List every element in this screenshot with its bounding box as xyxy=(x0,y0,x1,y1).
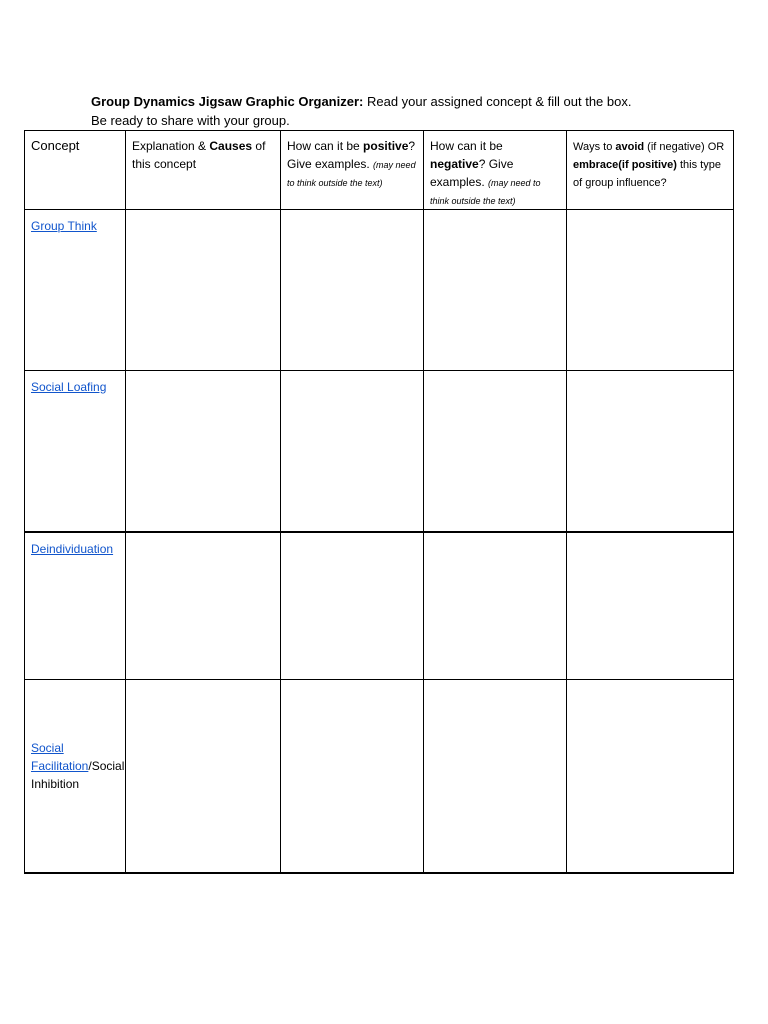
concept-link-social-facilitation[interactable]: Social Facilitation xyxy=(31,740,89,773)
answer-cell-ways[interactable] xyxy=(567,371,734,532)
concept-link-social-loafing[interactable]: Social Loafing xyxy=(31,380,107,394)
answer-cell-ways[interactable] xyxy=(567,532,734,680)
answer-cell-negative[interactable] xyxy=(424,680,567,873)
table-row xyxy=(25,680,734,873)
concept-link-deindividuation[interactable]: Deindividuation xyxy=(31,541,114,556)
answer-cell-explanation[interactable] xyxy=(126,371,281,532)
answer-cell-negative[interactable] xyxy=(424,532,567,680)
answer-cell-ways[interactable] xyxy=(567,680,734,873)
header-concept xyxy=(25,131,126,210)
answer-cell-negative[interactable] xyxy=(424,371,567,532)
concept-suffix-social-inhibition: /Social Inhibition xyxy=(31,758,125,791)
table-row xyxy=(25,210,734,371)
graphic-organizer-table xyxy=(24,130,734,874)
answer-cell-ways[interactable] xyxy=(567,210,734,371)
header-concept-label: Concept xyxy=(31,138,80,153)
answer-cell-explanation[interactable] xyxy=(126,210,281,371)
concept-link-group-think[interactable]: Group Think xyxy=(31,219,97,233)
table-row xyxy=(25,371,734,532)
answer-cell-explanation[interactable] xyxy=(126,532,281,680)
answer-cell-positive[interactable] xyxy=(281,210,424,371)
concept-cell xyxy=(25,210,126,371)
concept-cell-content xyxy=(31,739,125,793)
concept-cell xyxy=(25,680,126,873)
concept-cell xyxy=(25,532,126,680)
answer-cell-explanation[interactable] xyxy=(126,680,281,873)
answer-cell-positive[interactable] xyxy=(281,680,424,873)
table-header-row xyxy=(25,131,734,210)
header-explanation: Explanation & Causes of this concept xyxy=(126,131,281,210)
header-positive: How can it be positive? Give examples. (may need to think outside the text) xyxy=(281,131,424,210)
concept-cell xyxy=(25,371,126,532)
page-title-bold: Group Dynamics Jigsaw Graphic Organizer: xyxy=(91,94,364,109)
answer-cell-positive[interactable] xyxy=(281,532,424,680)
answer-cell-negative[interactable] xyxy=(424,210,567,371)
header-negative: How can it be negative? Give examples. (may need to think outside the text) xyxy=(424,131,567,210)
header-ways: Ways to avoid (if negative) OR embrace(if positive) this type of group influence? xyxy=(567,131,734,210)
page-subtitle: Be ready to share with your group. xyxy=(91,113,290,128)
page-title xyxy=(91,92,751,111)
answer-cell-positive[interactable] xyxy=(281,371,424,532)
table-row xyxy=(25,532,734,680)
page-header xyxy=(91,92,751,130)
page-title-rest: Read your assigned concept & fill out the box. xyxy=(363,94,632,109)
